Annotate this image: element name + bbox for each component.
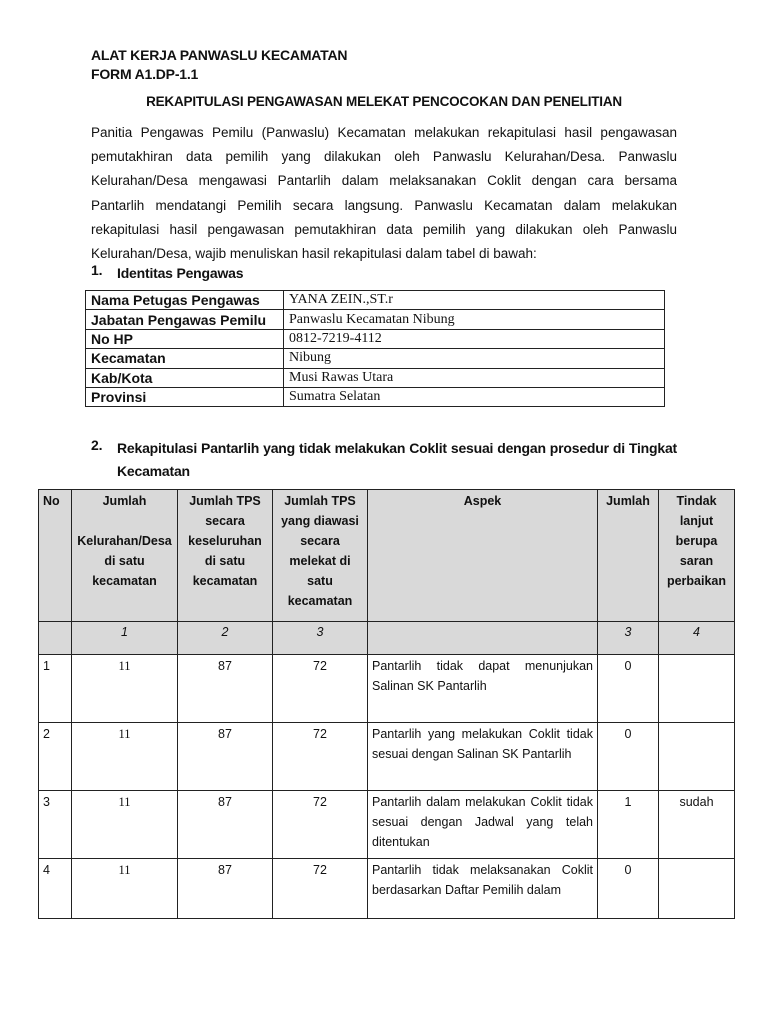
- table-row: [39, 655, 735, 723]
- row-aspek: Pantarlih dalam melakukan Coklit tidak sesuai dengan Jadwal yang telah ditentukan: [368, 791, 598, 859]
- row-no: 4: [39, 859, 72, 919]
- column-number-row: [39, 622, 735, 655]
- col-header-aspek: Aspek: [368, 490, 598, 622]
- table-row: [86, 310, 665, 329]
- column-number: [39, 622, 72, 655]
- table-row: [39, 859, 735, 919]
- identity-label: Kecamatan: [86, 349, 284, 368]
- row-tps-total: 87: [178, 723, 273, 791]
- row-jumlah: 0: [598, 723, 659, 791]
- table-row: [86, 349, 665, 368]
- section1-title: Identitas Pengawas: [117, 265, 244, 281]
- col-header-tps-total: Jumlah TPS secara keseluruhan di satu kecamatan: [178, 490, 273, 622]
- row-aspek: Pantarlih tidak melaksanakan Coklit berdasarkan Daftar Pemilih dalam: [368, 859, 598, 919]
- recap-table: [38, 489, 735, 919]
- identity-value: Nibung: [284, 349, 665, 368]
- col-header-kelurahan-desc: Kelurahan/Desa di satu kecamatan: [77, 534, 172, 588]
- column-number: 4: [659, 622, 735, 655]
- identity-value: Musi Rawas Utara: [284, 368, 665, 387]
- identity-value: YANA ZEIN.,ST.r: [284, 291, 665, 310]
- row-tps-diawasi: 72: [273, 723, 368, 791]
- col-header-jumlah: Jumlah: [598, 490, 659, 622]
- row-tindak-lanjut: sudah: [659, 791, 735, 859]
- section2-title: Rekapitulasi Pantarlih yang tidak melakukan Coklit sesuai dengan prosedur di Tingkat Kecamatan: [117, 440, 677, 479]
- row-tps-total: 87: [178, 859, 273, 919]
- identity-label: Jabatan Pengawas Pemilu: [86, 310, 284, 329]
- row-tps-total: 87: [178, 655, 273, 723]
- column-number: 3: [598, 622, 659, 655]
- row-jumlah: 0: [598, 859, 659, 919]
- row-tps-total: 87: [178, 791, 273, 859]
- row-tindak-lanjut: [659, 723, 735, 791]
- section2-number: 2.: [91, 437, 103, 453]
- col-header-no: No: [39, 490, 72, 622]
- col-header-tindak-lanjut: Tindak lanjut berupa saran perbaikan: [659, 490, 735, 622]
- table-row: [39, 723, 735, 791]
- row-tps-diawasi: 72: [273, 791, 368, 859]
- row-kelurahan: 11: [72, 723, 178, 791]
- col-header-tps-diawasi: Jumlah TPS yang diawasi secara melekat di satu kecamatan: [273, 490, 368, 622]
- row-kelurahan: 11: [72, 655, 178, 723]
- identity-value: 0812-7219-4112: [284, 329, 665, 348]
- table-row: [86, 368, 665, 387]
- identity-value: Sumatra Selatan: [284, 387, 665, 406]
- intro-paragraph: Panitia Pengawas Pemilu (Panwaslu) Kecamatan melakukan rekapitulasi hasil pengawasan pemutakhiran data pemilih yang dilakukan oleh Panwaslu Kelurahan/Desa. Panwaslu Kelurahan/Desa mengawasi Pantarlih dalam melaksanakan Coklit dengan cara bersama Pantarlih mendatangi Pemilih secara langsung. Panwaslu Kecamatan dalam melakukan rekapitulasi hasil pengawasan pemutakhiran data pemilih yang dilakukan oleh Panwaslu Kelurahan/Desa, wajib menuliskan hasil rekapitulasi dalam tabel di bawah:: [91, 125, 677, 262]
- recap-header-row: [39, 490, 735, 622]
- identity-value: Panwaslu Kecamatan Nibung: [284, 310, 665, 329]
- row-kelurahan: 11: [72, 791, 178, 859]
- row-no: 2: [39, 723, 72, 791]
- col-header-kelurahan-label: Jumlah: [102, 494, 147, 508]
- column-number: 2: [178, 622, 273, 655]
- table-row: [86, 291, 665, 310]
- row-aspek: Pantarlih tidak dapat menunjukan Salinan SK Pantarlih: [368, 655, 598, 723]
- document-title: REKAPITULASI PENGAWASAN MELEKAT PENCOCOKAN DAN PENELITIAN: [146, 94, 622, 109]
- header-form-code: FORM A1.DP-1.1: [91, 66, 199, 82]
- identity-table: [85, 290, 665, 407]
- header-org: ALAT KERJA PANWASLU KECAMATAN: [91, 47, 348, 63]
- table-row: [39, 791, 735, 859]
- section1-number: 1.: [91, 262, 103, 278]
- row-tindak-lanjut: [659, 859, 735, 919]
- identity-label: Provinsi: [86, 387, 284, 406]
- row-no: 1: [39, 655, 72, 723]
- row-no: 3: [39, 791, 72, 859]
- table-row: [86, 329, 665, 348]
- row-kelurahan: 11: [72, 859, 178, 919]
- row-jumlah: 0: [598, 655, 659, 723]
- col-header-kelurahan: [72, 490, 178, 622]
- table-row: [86, 387, 665, 406]
- row-jumlah: 1: [598, 791, 659, 859]
- row-tindak-lanjut: [659, 655, 735, 723]
- column-number: 1: [72, 622, 178, 655]
- row-tps-diawasi: 72: [273, 655, 368, 723]
- identity-label: Kab/Kota: [86, 368, 284, 387]
- identity-label: Nama Petugas Pengawas: [86, 291, 284, 310]
- column-number: 3: [273, 622, 368, 655]
- row-tps-diawasi: 72: [273, 859, 368, 919]
- column-number: [368, 622, 598, 655]
- row-aspek: Pantarlih yang melakukan Coklit tidak sesuai dengan Salinan SK Pantarlih: [368, 723, 598, 791]
- identity-label: No HP: [86, 329, 284, 348]
